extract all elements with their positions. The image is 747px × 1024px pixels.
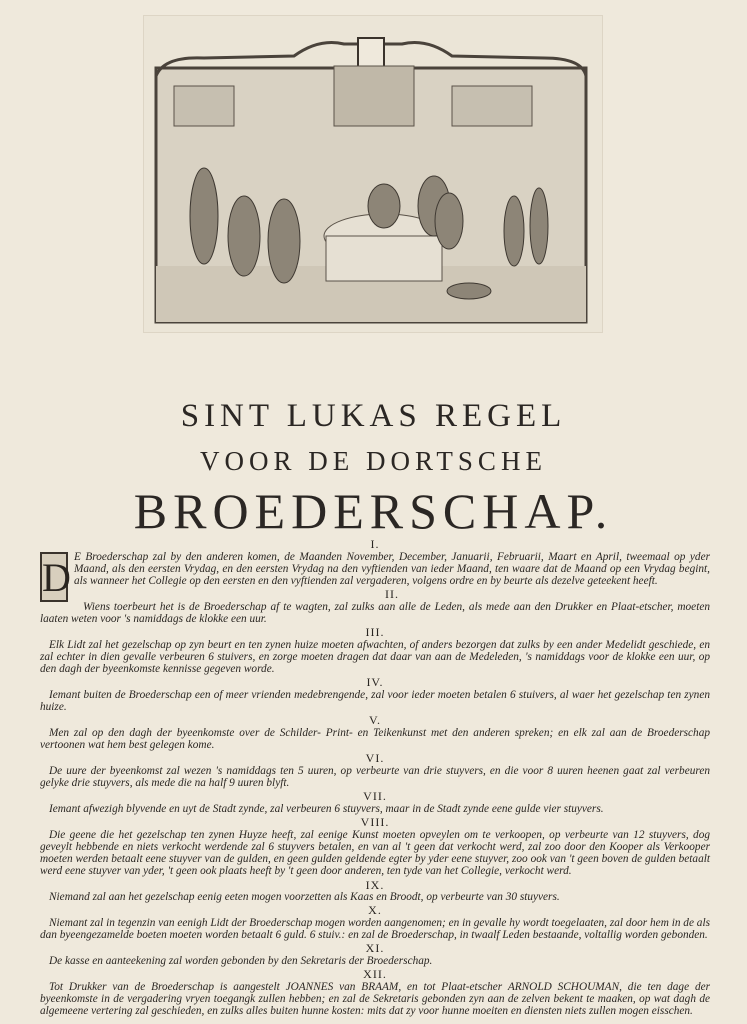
article-text: Iemant afwezigh blyvende en uyt de Stadt zynde, zal verbeuren 6 stuyvers, maar in de Stadt zynde eene gulde vier stuyvers. — [49, 803, 604, 815]
drop-cap: D — [40, 552, 68, 602]
article-text: Niemand zal aan het gezelschap eenig eeten mogen voorzetten als Kaas en Broodt, op verbeurte van 30 stuyvers. — [49, 891, 560, 904]
rules-text — [40, 538, 710, 1018]
engraving-illustration — [143, 15, 603, 333]
article-numeral: IV. — [366, 675, 384, 690]
title-line-3: BROEDERSCHAP. — [133, 483, 614, 539]
title-line-2: VOOR DE DORTSCHE — [200, 446, 547, 476]
article-text: De uure der byeenkomst zal wezen 's namiddags ten 5 uuren, op verbeurte van drie stuyvers, en die voor 8 uuren heenen gaat zal verbeuren gelyke drie stuyvers, als mede die na half 9 uuren blyft. — [40, 765, 710, 790]
title-line-1: SINT LUKAS REGEL — [180, 398, 567, 434]
article-numeral: VII. — [363, 789, 387, 804]
article-numeral: I. — [370, 537, 380, 551]
article-numeral: XII. — [363, 967, 387, 982]
article-text: Elk Lidt zal het gezelschap op zyn beurt en ten zynen huize moeten afwachten, of anders bezorgen dat zulks by een ander Medelidt geschiede, en zal echter in dien gevalle verbeuren 6 stuivers, en zorge moeten dragen dat daar van aan de Medeleden, 's namiddags voor de klokke een uur, op den dagh der byeenkomste kennisse gegeven worde. — [40, 638, 710, 676]
article-numeral: VI. — [365, 751, 385, 766]
article-text: Die geene die het gezelschap ten zynen Huyze heeft, zal eenige Kunst moeten opveylen om te verkoopen, op verbeurte van 12 stuyvers, dog geveylt hebbende en niets verkocht werdende zal 6 stuyvers betalen, en van al 't geen dat verkocht werd, zal zoo door den Kooper als Verkooper moeten werden betaalt eene stuyver van de gulden, en geen gulden geldende egter by yder eene stuyver, zoo ook van 't geen boven de gulden betaalt werd eene stuyver van yder, 't geen ook plaats heeft by 't geen door anderen, ten tyde van het Collegie, verkocht werd. — [40, 828, 710, 878]
engraving-image — [144, 16, 602, 332]
article-body: E Broederschap zal by den anderen komen, de Maanden November, December, Januarii, Februarii, Maart en April, tweemaal op yder Maand, als den eersten Vrydag, en den eersten Vrydag na den vyftienden van ieder Maand, ten waare dat de Maand op een Vrydag begint, als wanneer het Collegie op den eersten en den vyftienden zal vergaderen, volgens ordre en by beurte als dezelve geteekent heeft. — [74, 550, 710, 587]
article-text: Wiens toerbeurt het is de Broederschap af te wagten, zal zulks aan alle de Leden, als mede aan den Drukker en Plaat-etscher, moeten laaten weten voor 's namiddags de klokke een uur. — [40, 600, 710, 625]
article-numeral: II. — [385, 587, 399, 602]
article-text — [40, 550, 710, 600]
article-numeral: IX. — [365, 877, 385, 892]
article-text: De kasse en aanteekening zal worden gebonden by den Sekretaris der Broederschap. — [49, 955, 433, 967]
article-text: Niemant zal in tegenzin van eenigh Lidt der Broederschap mogen worden aangenomen; en in gevalle hy wordt toegelaaten, zal door hem in de als dan byeengezamelde boeten moeten worden betaalt 6 guld. 6 stuiv.: en zal de Broederschap, in twaalf Leden bestaande, voltallig worden gebonden. — [40, 917, 710, 942]
article-numeral: VIII. — [360, 815, 390, 830]
article-numeral: X. — [368, 903, 382, 918]
article-text: Men zal op den dagh der byeenkomste over de Schilder- Print- en Teikenkunst met den anderen spreken; en elk zal aan de Broederschap vertoonen wat hem best gelegen kome. — [40, 727, 710, 752]
article-numeral: V. — [368, 713, 382, 728]
article-text: Iemant buiten de Broederschap een of meer vrienden medebrengende, zal voor ieder moeten betalen 6 stuivers, al waer het gezelschap ten zynen huize. — [40, 689, 710, 714]
article-numeral: III. — [365, 625, 385, 640]
article-numeral: XI. — [365, 941, 385, 956]
article-text: Tot Drukker van de Broederschap is aangestelt JOANNES van BRAAM, en tot Plaat-etscher ARNOLD SCHOUMAN, die ten dage der byeenkomste in de vergadering vryen toegangk zullen hebben; en zal de Sekretaris gebonden zyn aan de zelven bekent te maaken, op wat dagh de algemeene vertering zal geschieden, en zulks alles buiten hunne kosten: mits dat zy voor hunne moeiten en diensten niets zullen mogen eisschen. — [40, 980, 710, 1018]
